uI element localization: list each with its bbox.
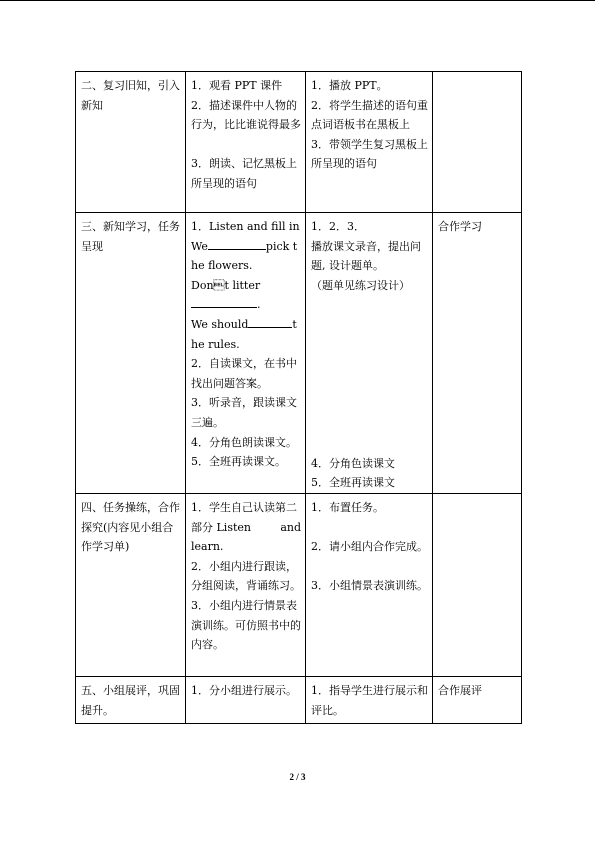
fill-blank [191,295,257,308]
teacher-activity-cell [306,677,433,724]
blank-line [191,135,301,155]
stage-text: 二、复习旧知，引入新知 [81,79,180,112]
student-activity-item: 1．学生自己认读第二部分 Listen [191,501,297,534]
fill-text: . [257,298,261,312]
mode-text: 合作学习 [438,220,482,233]
blank-line [311,557,428,577]
stage-text: 四、任务操练，合作探究(内容见小组合作学习单) [81,501,180,554]
student-activity-item: 3．小组内进行情景表演训练。可仿照书中的内容。 [191,598,301,652]
teacher-activity-item: 1．指导学生进行展示和评比。 [311,684,428,717]
fill-text: We should [191,317,249,331]
teacher-activity-item: 2．请小组内合作完成。 [311,540,428,554]
stage-cell [76,494,186,677]
student-activity-item: 2．描述课件中人物的行为，比比谁说得最多 [191,98,301,132]
blank-line [311,518,428,538]
fill-blank-sentence [191,315,301,354]
page-number: 2 / 3 [289,772,306,782]
fill-text: the rules. [191,317,297,351]
teacher-activity-item: 2．将学生描述的语句重点词语板书在黑板上 [311,98,428,132]
mode-text: 合作展评 [438,684,482,697]
stage-text: 五、小组展评，巩固提升。 [81,684,180,717]
fill-text: Dont litter [191,278,261,292]
student-activity-item: 3．听录音，跟读课文三遍。 [191,396,297,429]
fill-text: We [191,239,208,253]
fill-blank-sentence [191,237,301,276]
teacher-activity-note: （题单见练习设计） [311,278,410,292]
page-top-border [0,0,595,1]
stage-cell [76,213,186,494]
stage-cell [76,72,186,213]
mode-cell [433,72,522,213]
teacher-activity-cell [306,494,433,677]
student-activity-cell [186,494,306,677]
student-activity-cell [186,72,306,213]
lesson-plan-table [75,71,522,724]
stage-text: 三、新知学习，任务呈现 [81,220,180,253]
table-row [76,213,522,494]
student-activity-item: 2．小组内进行跟读，分组阅读，背诵练习。 [191,559,301,593]
mode-cell [433,213,522,494]
table-row [76,494,522,677]
mode-cell [433,677,522,724]
teacher-activity-item: 1．布置任务。 [311,501,384,514]
fill-text: pick the flowers. [191,239,298,273]
student-activity-item: 2．自读课文，在书中找出问题答案。 [191,357,297,390]
teacher-activity-item: 播放课文录音，提出问题, 设计题单。 [311,239,421,273]
student-activity-item: 1．Listen and fill in [191,220,300,233]
student-activity-item: 1．观看 PPT 课件 [191,79,283,92]
table-row [76,72,522,213]
table-row [76,677,522,724]
student-activity-item: learn. [191,540,224,554]
teacher-activity-item: 3．小组情景表演训练。 [311,579,428,593]
teacher-activity-item: 1．2．3． [311,220,365,233]
stage-cell [76,677,186,724]
student-activity-item: 4．分角色朗读课文。 [191,435,297,449]
fill-blank [208,237,266,250]
teacher-activity-item: 3．带领学生复习黑板上所呈现的语句 [311,137,428,171]
student-activity-item: 3．朗读、记忆黑板上所呈现的语句 [191,157,297,190]
student-activity-item: 1．分小组进行展示。 [191,684,297,697]
student-activity-cell [186,677,306,724]
fill-blank [248,315,292,328]
teacher-activity-cell [306,213,433,494]
teacher-activity-item: 1．播放 PPT。 [311,79,388,92]
teacher-activity-item: 5．全班再读课文 [311,476,395,490]
teacher-activity-cell [306,72,433,213]
student-activity-cell [186,213,306,494]
student-activity-item: 5．全班再读课文。 [191,455,286,469]
teacher-activity-item: 4．分角色读课文 [311,456,395,470]
mode-cell [433,494,522,677]
fill-blank-sentence [191,276,301,315]
student-activity-text: and [280,520,301,534]
